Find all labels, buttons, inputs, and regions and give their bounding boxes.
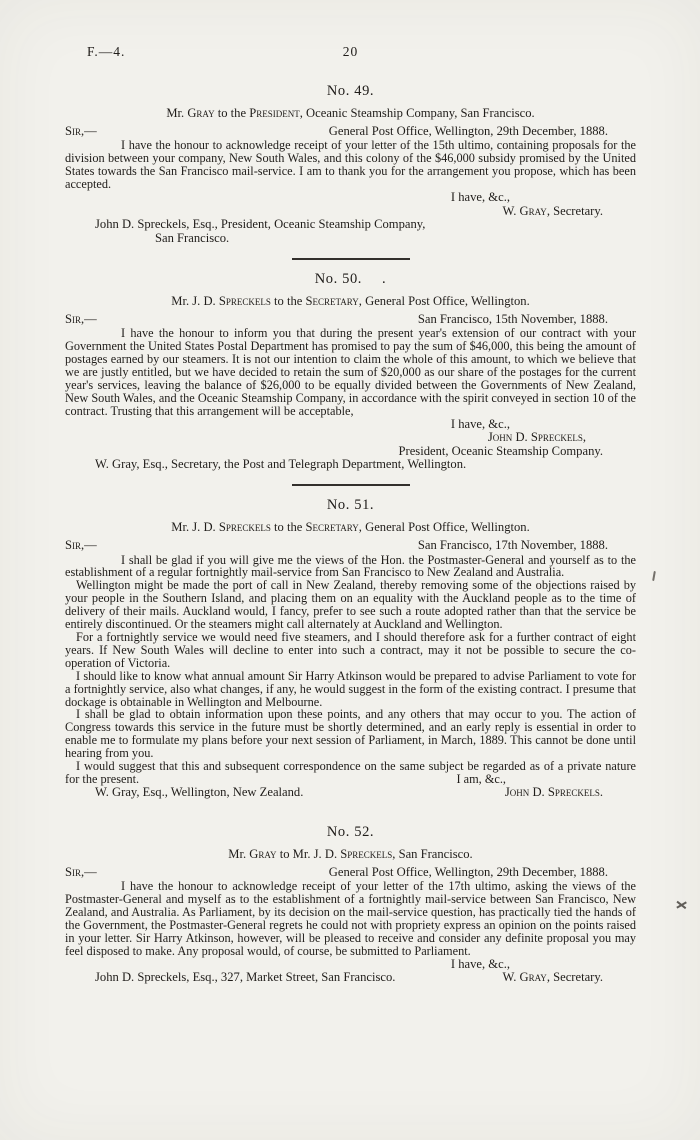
letter-paragraph: I have the honour to acknowledge receipt of your letter of the 17th ultimo, asking the views of the Postmaster-General and myself as to the establishment of a fortnightly mail-service between San Francisco, New Zealand, and Australia. As Parliament, by its decision on the mail-service question, has practically tied the hands of the Government, the Postmaster-General regrets he could not with propriety express an opinion on the points raised in your letter. Sir Harry Atkinson, however, will be pleased to receive and consider any definite proposal you may feel disposed to make. Any proposal would, of course, be submitted to Parliament. — [65, 879, 636, 958]
salutation: Sir,— — [65, 124, 97, 138]
text-segment: to the — [270, 520, 306, 535]
addressee-line: San Francisco. — [155, 231, 230, 246]
text-segment: to the — [270, 293, 306, 308]
page-number: 20 — [342, 44, 359, 59]
letter-title — [65, 847, 636, 862]
text-segment: Mr. J. D. — [171, 293, 219, 308]
addressee-line: W. Gray, Esq., Secretary, the Post and Telegraph Department, Wellington. — [95, 457, 467, 472]
signature — [65, 431, 636, 445]
text-segment: Mr. — [228, 846, 250, 861]
scan-artifact-x-icon — [676, 899, 687, 910]
text-segment: W. Gray — [502, 970, 547, 985]
letter-paragraph: I have the honour to inform you that during the present year's extension of our contract with your Government the United States Postal Department has promised to pay the sum of $46,000, this being the amount of postages earned by our steamers. It is not our intention to claim the whole of this amount, to which we believe that we are justly entitled, but we have decided to retain the sum of $20,000 as our share of the postages for the current year's services, leaving the balance of $26,000 to be equally divided between the Governments of New Zealand, New South Wales, and the Oceanic Steamship Company, in accordance with the spirit conveyed in section 10 of the contract. Trusting that this arrangement will be acceptable, — [65, 326, 636, 418]
letter-paragraph: I shall be glad if you will give me the views of the Hon. the Postmaster-General and yourself as to the establishment of a regular fortnightly mail-service from San Francisco to New Zealand and Australia. — [65, 552, 636, 580]
letter-number-text: No. 50. — [314, 270, 363, 287]
signature — [503, 971, 604, 985]
letter-52 — [65, 824, 636, 985]
section-divider — [292, 258, 410, 260]
salutation-row — [65, 866, 636, 879]
text-segment: Secretary — [305, 520, 359, 535]
salutation-row — [65, 539, 636, 552]
letter-title — [65, 520, 636, 535]
letter-paragraph: I shall be glad to obtain information upon these points, and any others that may occur to you. The action of Congress towards this service in the future must be shortly determined, and an early reply is essential in order to enable me to formulate my plans before your next session of Parliament, in March, 1889. This cannot be done until hearing from you. — [65, 707, 636, 761]
valediction: I have, &c., — [450, 416, 510, 431]
text-segment: Secretary — [305, 293, 359, 308]
text-segment: to Mr. J. D. — [276, 846, 341, 861]
text-segment: Mr. J. D. — [171, 520, 219, 535]
stray-mark: . — [382, 270, 387, 287]
addressee-line: John D. Spreckels, Esq., President, Oceanic Steamship Company, — [95, 217, 426, 232]
letter-50 — [65, 271, 636, 472]
letter-number — [65, 271, 636, 288]
text-segment: Gray — [249, 846, 277, 861]
dateline: General Post Office, Wellington, 29th December, 1888. — [328, 124, 608, 138]
document-reference: F.—4. — [87, 44, 126, 59]
section-divider — [292, 484, 410, 486]
text-segment: John D. Spreckels — [504, 784, 600, 799]
addressee-line: W. Gray, Esq., Wellington, New Zealand. — [95, 784, 304, 799]
text-segment: W. Gray — [502, 203, 547, 218]
letter-title — [65, 294, 636, 309]
letter-51 — [65, 497, 636, 800]
letter-number: No. 51. — [326, 497, 375, 514]
signature — [65, 205, 636, 219]
valediction: I have, &c., — [450, 956, 510, 971]
letter-number: No. 52. — [326, 823, 375, 840]
salutation-row — [65, 313, 636, 326]
salutation: Sir,— — [65, 538, 97, 553]
text-segment: . — [599, 784, 603, 799]
valediction: I am, &c., — [456, 771, 506, 786]
signature-role: President, Oceanic Steamship Company. — [398, 443, 603, 458]
signature — [505, 786, 603, 800]
letter-paragraph: Wellington might be made the port of call in New Zealand, thereby removing some of the objections raised by your people in the Southern Island, and placing them on an equality with the Auckland people as to the time of delivery of their mails. Auckland would, I fancy, prefer to see such a route adopted rather than that the service be entirely discontinued. Or the steamers might call alternately at Auckland and Wellington. — [65, 578, 636, 632]
addressee-line: John D. Spreckels, Esq., 327, Market Street, San Francisco. — [95, 970, 396, 985]
text-segment: Spreckels — [218, 520, 271, 535]
text-segment: , Secretary. — [546, 970, 603, 985]
page-header — [65, 44, 636, 60]
letter-number: No. 49. — [326, 83, 375, 99]
dateline: San Francisco, 17th November, 1888. — [417, 538, 608, 553]
letter-footer — [65, 786, 636, 800]
letter-title — [65, 106, 636, 121]
text-segment: to the — [214, 106, 250, 120]
salutation-row — [65, 125, 636, 138]
letter-paragraph: I should like to know what annual amount Sir Harry Atkinson would be prepared to advise Parliament to vote for a fortnightly service, also what changes, if any, he would suggest in the form of the existing contract. I presume that dockage is obtainable in Wellington and Melbourne. — [65, 668, 636, 709]
text-segment: , — [582, 430, 586, 445]
text-segment: Mr. — [166, 106, 188, 120]
text-segment: Gray — [187, 106, 215, 120]
text-segment: Spreckels — [218, 293, 271, 308]
salutation: Sir,— — [65, 311, 97, 326]
dateline: San Francisco, 15th November, 1888. — [417, 311, 608, 326]
text-segment: President — [249, 106, 300, 120]
text-segment: John D. Spreckels — [487, 430, 583, 445]
text-segment: , General Post Office, Wellington. — [358, 520, 530, 535]
text-segment: , Secretary. — [546, 203, 603, 218]
letter-paragraph — [65, 760, 636, 786]
dateline: General Post Office, Wellington, 29th December, 1888. — [328, 864, 608, 879]
text-segment: Spreckels — [340, 846, 393, 861]
text-segment: , General Post Office, Wellington. — [358, 293, 530, 308]
text-segment: , Oceanic Steamship Company, San Francisco. — [299, 106, 535, 120]
letter-paragraph: For a fortnightly service we would need five steamers, and I should therefore ask for a further contract of eight years. If New South Wales will decline to enter into such a contract, may it not be possible to secure the co-operation of Victoria. — [65, 629, 636, 670]
paragraph-text: I would suggest that this and subsequent correspondence on the same subject be regarded as of a private nature for the present. — [65, 759, 636, 786]
salutation: Sir,— — [65, 864, 97, 879]
letter-footer — [65, 971, 636, 985]
letter-49 — [65, 83, 636, 246]
letter-paragraph: I have the honour to acknowledge receipt of your letter of the 15th ultimo, containing proposals for the division between your company, New South Wales, and this colony of the $46,000 subsidy promised by the United States towards the San Francisco mail-service. I am to thank you for the arrangement you propose, which has been accepted. — [65, 138, 636, 192]
text-segment: , San Francisco. — [392, 846, 473, 861]
valediction: I have, &c., — [450, 190, 510, 205]
